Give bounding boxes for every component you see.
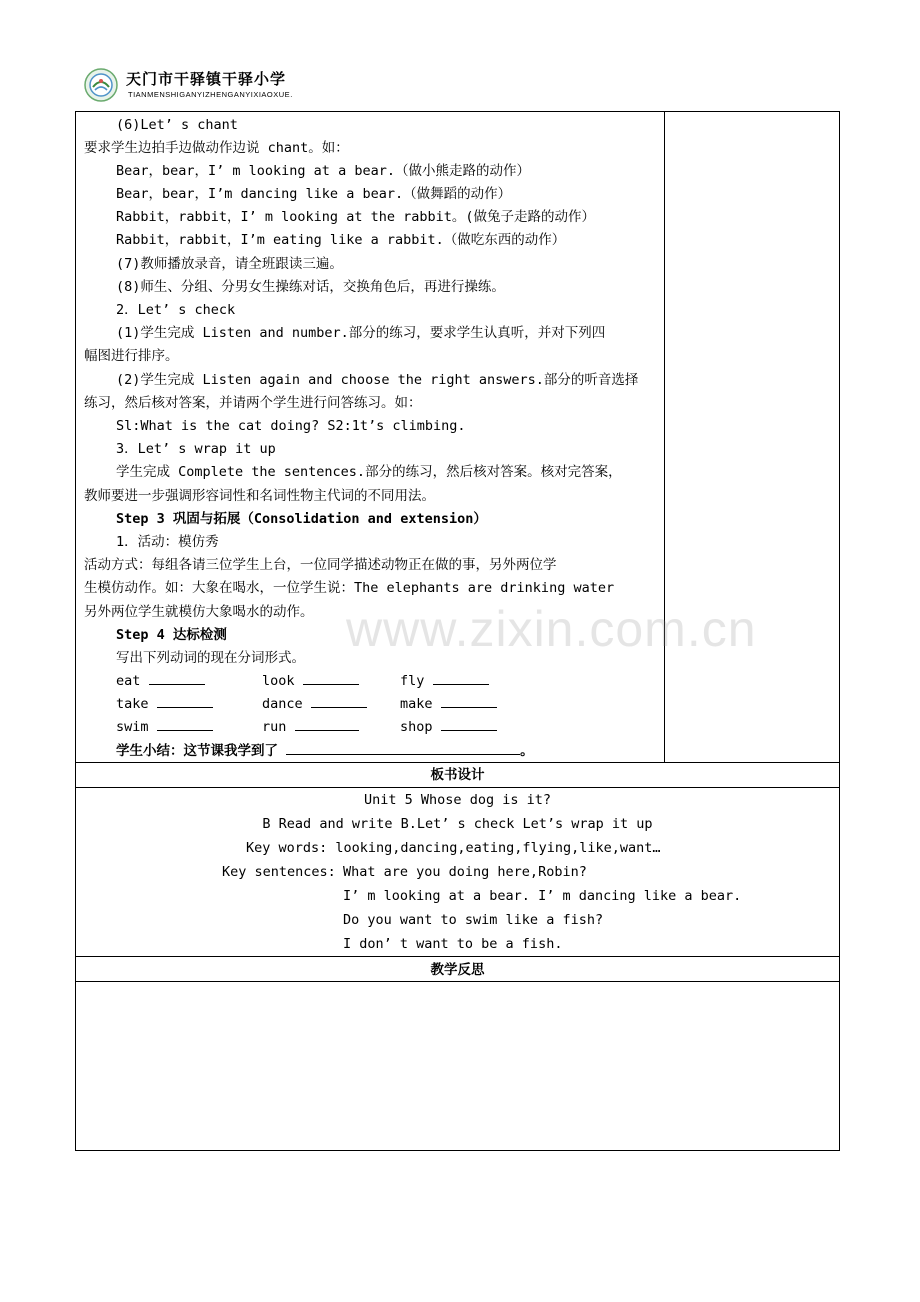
wrap-text: 学生完成 Complete the sentences.部分的练习，然后核对答案。核对完答案， <box>116 464 622 480</box>
verb-label: take <box>116 696 149 712</box>
activity-text: 另外两位学生就模仿大象喝水的动作。 <box>84 604 314 620</box>
verb-exercise-item <box>116 695 213 713</box>
school-name: 天门市干驿镇干驿小学 <box>126 70 287 88</box>
check-heading: 2．Let’ s check <box>116 302 236 318</box>
check-item-2-cont: 练习，然后核对答案，并请两个学生进行问答练习。如： <box>84 395 422 411</box>
board-sentence: I don’ t want to be a fish. <box>343 936 563 952</box>
verb-exercise-item <box>116 672 205 690</box>
verb-exercise-item <box>262 695 367 713</box>
answer-blank[interactable] <box>157 695 213 708</box>
verb-exercise-item <box>400 672 489 690</box>
lesson-content <box>84 114 666 762</box>
answer-blank[interactable] <box>311 695 367 708</box>
board-sentence: I’ m looking at a bear. I’ m dancing like a bear. <box>343 888 742 904</box>
table-divider <box>76 981 839 982</box>
chant-line: Rabbit，rabbit，I’m eating like a rabbit.（做吃东西的动作） <box>116 232 566 248</box>
answer-blank[interactable] <box>441 695 497 708</box>
check-item-2: (2)学生完成 Listen again and choose the right answers.部分的听音选择 <box>116 372 639 388</box>
board-key-words: Key words: looking,dancing,eating,flying,like,want… <box>246 840 661 856</box>
school-pinyin: TIANMENSHIGANYIZHENGANYIXIAOXUE. <box>128 90 293 99</box>
board-design-title: 板书设计 <box>430 767 485 783</box>
activity-text: 生模仿动作。如：大象在喝水，一位学生说：The elephants are drinking water <box>84 580 615 596</box>
board-unit-title: Unit 5 Whose dog is it? <box>364 792 551 808</box>
verb-label: swim <box>116 719 149 735</box>
board-parts: B Read and write B.Let’ s check Let’s wrap it up <box>262 816 653 832</box>
answer-blank[interactable] <box>441 718 497 731</box>
verb-label: run <box>262 719 287 735</box>
summary-label: 学生小结：这节课我学到了 <box>116 743 278 759</box>
wrap-text-cont: 教师要进一步强调形容词性和名词性物主代词的不同用法。 <box>84 488 435 504</box>
verb-exercise-item <box>262 718 359 736</box>
chant-intro: 要求学生边拍手边做动作边说 chant。如： <box>84 140 349 156</box>
activity-title: 1．活动：模仿秀 <box>116 534 219 550</box>
chant-heading: (6)Let’ s chant <box>116 117 238 133</box>
reflection-title: 教学反思 <box>430 962 485 978</box>
board-key-sentences-label: Key sentences: <box>222 864 336 880</box>
watermark: www.zixin.com.cn <box>346 601 757 657</box>
answer-blank[interactable] <box>295 718 359 731</box>
step-3-title: Step 3 巩固与拓展（Consolidation and extension） <box>116 511 487 527</box>
chant-line: Bear，bear，I’m dancing like a bear.（做舞蹈的动作） <box>116 186 512 202</box>
wrap-heading: 3．Let’ s wrap it up <box>116 441 276 457</box>
step-4-instruction: 写出下列动词的现在分词形式。 <box>116 650 305 666</box>
verb-label: look <box>262 673 295 689</box>
answer-blank[interactable] <box>433 672 489 685</box>
verb-label: make <box>400 696 433 712</box>
verb-exercise-item <box>400 695 497 713</box>
verb-label: eat <box>116 673 141 689</box>
activity-text: 活动方式：每组各请三位学生上台，一位同学描述动物正在做的事，另外两位学 <box>84 557 557 573</box>
verb-exercise-item <box>400 718 497 736</box>
chant-line: Rabbit，rabbit，I’ m looking at the rabbit。(做兔子走路的动作） <box>116 209 595 225</box>
verb-label: shop <box>400 719 433 735</box>
step-7: (7)教师播放录音，请全班跟读三遍。 <box>116 256 343 272</box>
board-sentence: What are you doing here,Robin? <box>343 864 587 880</box>
verb-exercise-item <box>262 672 359 690</box>
table-divider <box>76 956 839 957</box>
verb-label: fly <box>400 673 425 689</box>
summary-blank[interactable] <box>286 742 520 755</box>
table-divider <box>76 787 839 788</box>
verb-exercise-item <box>116 718 213 736</box>
check-item-1: (1)学生完成 Listen and number.部分的练习，要求学生认真听，并对下列四 <box>116 325 606 341</box>
dialogue-example: Sl:What is the cat doing? S2:1t’s climbing. <box>116 418 466 434</box>
step-4-title: Step 4 达标检测 <box>116 627 227 643</box>
answer-blank[interactable] <box>157 718 213 731</box>
answer-blank[interactable] <box>149 672 205 685</box>
verb-label: dance <box>262 696 303 712</box>
step-8: (8)师生、分组、分男女生操练对话，交换角色后，再进行操练。 <box>116 279 505 295</box>
answer-blank[interactable] <box>303 672 359 685</box>
summary-end: 。 <box>520 743 534 759</box>
table-divider <box>76 762 839 763</box>
board-sentence: Do you want to swim like a fish? <box>343 912 604 928</box>
check-item-1-cont: 幅图进行排序。 <box>84 348 179 364</box>
student-summary <box>116 742 534 760</box>
school-logo-icon <box>84 68 118 102</box>
chant-line: Bear，bear，I’ m looking at a bear.（做小熊走路的动作） <box>116 163 530 179</box>
